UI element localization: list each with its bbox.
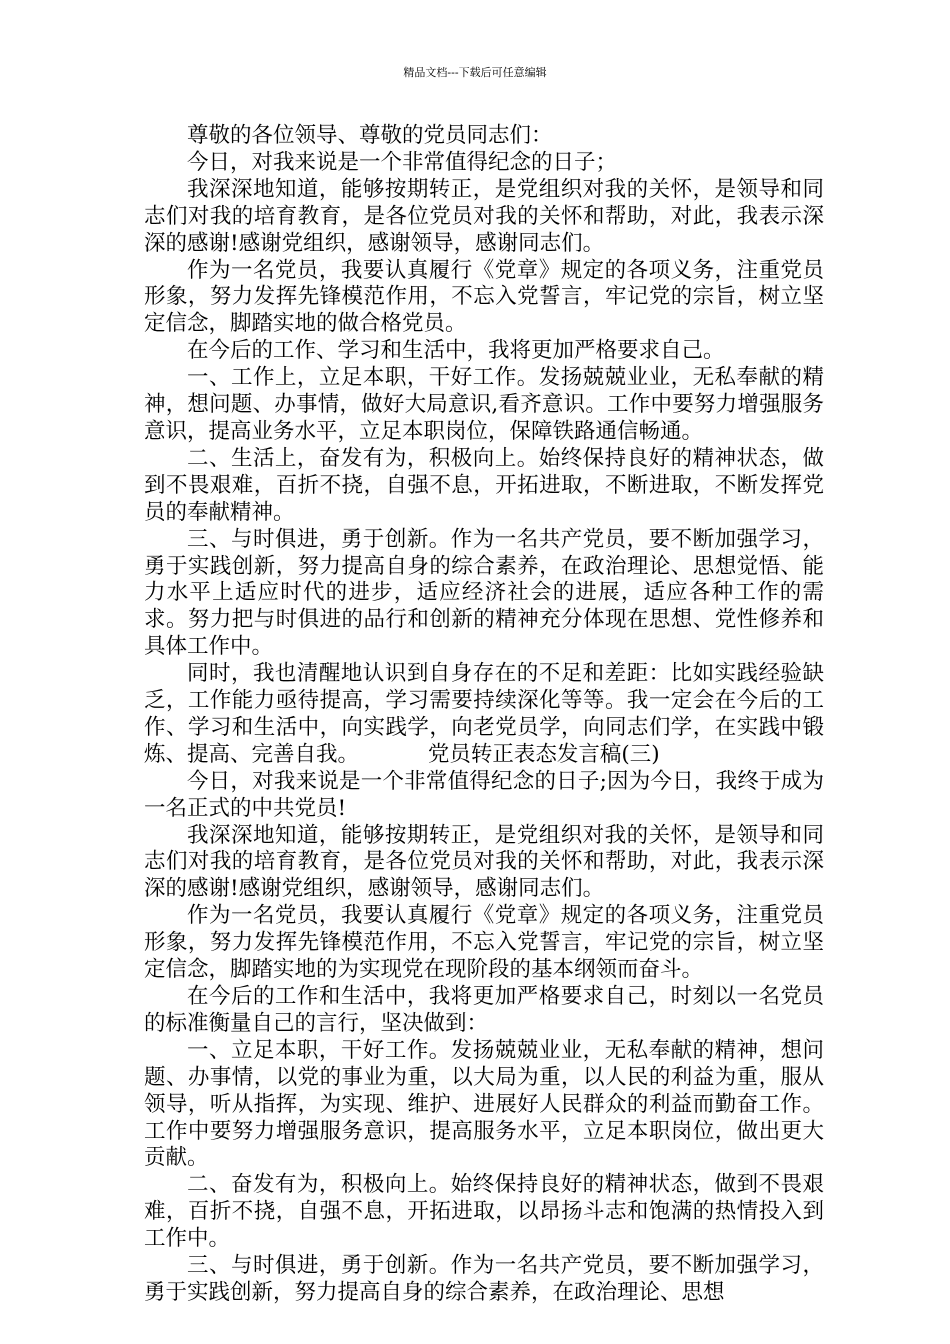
paragraph: 今日，对我来说是一个非常值得纪念的日子； bbox=[187, 149, 618, 175]
paragraph: 我深深地知道，能够按期转正，是党组织对我的关怀，是领导和同志们对我的培育教育，是各位党员对我的关怀和帮助，对此，我表示深深的感谢!感谢党组织，感谢领导，感谢同志们。 bbox=[144, 176, 824, 256]
paragraph: 三、与时俱进，勇于创新。作为一名共产党员，要不断加强学习，勇于实践创新，努力提高自身的综合素养，在政治理论、思想觉悟、能力水平上适应时代的进步，适应经济社会的进展，适应各种工作的需求。努力把与时俱进的品行和创新的精神充分体现在思想、党性修养和具体工作中。 bbox=[144, 526, 824, 660]
section-title: 党员转正表态发言稿(三) bbox=[427, 741, 660, 767]
paragraph: 我深深地知道，能够按期转正，是党组织对我的关怀，是领导和同志们对我的培育教育，是各位党员对我的关怀和帮助，对此，我表示深深的感谢!感谢党组织，感谢领导，感谢同志们。 bbox=[144, 822, 824, 902]
paragraph: 在今后的工作、学习和生活中，我将更加严格要求自己。 bbox=[187, 338, 725, 364]
paragraph: 二、生活上，奋发有为，积极向上。始终保持良好的精神状态，做到不畏艰难，百折不挠，自强不息，开拓进取，不断进取，不断发挥党员的奉献精神。 bbox=[144, 445, 824, 525]
paragraph-with-title bbox=[144, 661, 824, 769]
page-header: 精品文档---下载后可任意编辑 bbox=[403, 66, 547, 79]
paragraph-text: 同时，我也清醒地认识到自身存在的不足和差距：比如实践经验缺乏，工作能力亟待提高，学习需要持续深化等等。我一定会在今后的工作、学习和生活中，向实践学，向老党员学，向同志们学，在实践中锻炼、提高、完善自我。 bbox=[144, 661, 824, 767]
paragraph: 作为一名党员，我要认真履行《党章》规定的各项义务，注重党员形象，努力发挥先锋模范作用，不忘入党誓言，牢记党的宗旨，树立坚定信念，脚踏实地的做合格党员。 bbox=[144, 257, 824, 337]
document-body bbox=[144, 123, 824, 1307]
salutation: 尊敬的各位领导、尊敬的党员同志们： bbox=[187, 123, 553, 148]
paragraph: 三、与时俱进，勇于创新。作为一名共产党员，要不断加强学习，勇于实践创新，努力提高自身的综合素养，在政治理论、思想 bbox=[144, 1253, 824, 1305]
paragraph: 一、立足本职，干好工作。发扬兢兢业业，无私奉献的精神，想问题、办事情，以党的事业为重，以大局为重，以人民的利益为重，服从领导，听从指挥，为实现、维护、进展好人民群众的利益而勤奋工作。工作中要努力增强服务意识，提高服务水平，立足本职岗位，做出更大贡献。 bbox=[144, 1037, 824, 1171]
paragraph: 二、奋发有为，积极向上。始终保持良好的精神状态，做到不畏艰难，百折不挠，自强不息，开拓进取，以昂扬斗志和饱满的热情投入到工作中。 bbox=[144, 1172, 824, 1252]
paragraph: 今日，对我来说是一个非常值得纪念的日子;因为今日，我终于成为一名正式的中共党员! bbox=[144, 768, 824, 821]
paragraph: 作为一名党员，我要认真履行《党章》规定的各项义务，注重党员形象，努力发挥先锋模范作用，不忘入党誓言，牢记党的宗旨，树立坚定信念，脚踏实地的为实现党在现阶段的基本纲领而奋斗。 bbox=[144, 903, 824, 983]
paragraph: 一、工作上，立足本职，干好工作。发扬兢兢业业，无私奉献的精神，想问题、办事情，做好大局意识,看齐意识。工作中要努力增强服务意识，提高业务水平，立足本职岗位，保障铁路通信畅通。 bbox=[144, 365, 824, 444]
paragraph: 在今后的工作和生活中，我将更加严格要求自己，时刻以一名党员的标准衡量自己的言行，坚决做到： bbox=[144, 984, 824, 1036]
